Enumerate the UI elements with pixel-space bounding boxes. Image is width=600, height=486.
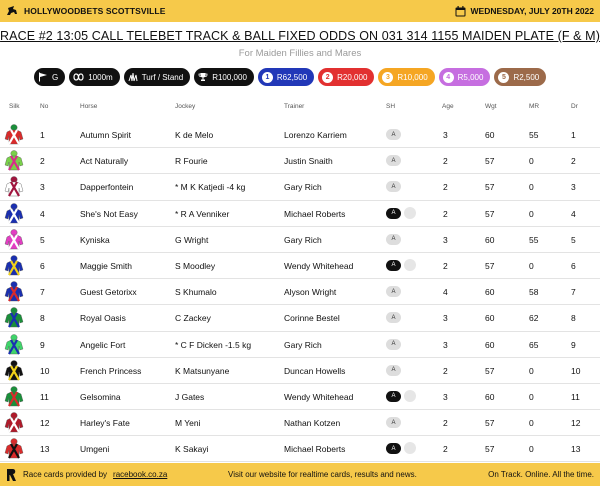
- horse-name[interactable]: Maggie Smith: [80, 260, 132, 271]
- runner-age: 3: [443, 234, 448, 245]
- race-date: WEDNESDAY, JULY 20TH 2022: [470, 6, 594, 16]
- table-row[interactable]: [0, 305, 600, 331]
- prize-position-badge: 1: [262, 72, 273, 83]
- trainer-name: Gary Rich: [284, 234, 322, 245]
- sh-badge: [386, 155, 401, 166]
- table-row[interactable]: [0, 332, 600, 358]
- sh-badge: [386, 365, 401, 376]
- runner-age: 2: [443, 365, 448, 376]
- runner-number: 7: [40, 287, 45, 298]
- jockey-name: * M K Katjedi -4 kg: [175, 182, 246, 193]
- runner-number: 11: [40, 391, 49, 402]
- prize-amount: R2,500: [513, 72, 540, 82]
- runner-number: 8: [40, 313, 45, 324]
- runner-number: 3: [40, 182, 45, 193]
- runner-age: 2: [443, 444, 448, 455]
- col-no: No: [40, 103, 49, 110]
- trainer-name: Duncan Howells: [284, 365, 346, 376]
- col-silk: Silk: [9, 103, 20, 110]
- runner-weight: 57: [485, 260, 495, 271]
- horse-name[interactable]: Royal Oasis: [80, 313, 126, 324]
- sh-badge: [386, 417, 401, 428]
- sh-value: A: [391, 419, 396, 426]
- prize-chip-4: [439, 68, 491, 86]
- jockey-silk-icon: [4, 307, 24, 329]
- col-trainer: Trainer: [284, 103, 305, 110]
- horse-name[interactable]: Act Naturally: [80, 156, 129, 167]
- col-dr: Dr: [571, 103, 578, 110]
- runner-draw: 1: [571, 130, 576, 140]
- grass-icon: [128, 72, 138, 82]
- trainer-name: Justin Snaith: [284, 156, 333, 167]
- runner-number: 2: [40, 156, 45, 167]
- runner-draw: 6: [571, 260, 576, 271]
- table-row[interactable]: [0, 410, 600, 436]
- jockey-silk-icon: [4, 360, 24, 382]
- jockey-name: * R A Venniker: [175, 208, 230, 219]
- prize-position-badge: 2: [322, 72, 333, 83]
- footer-slogan: On Track. Online. All the time.: [488, 470, 594, 479]
- flag-icon: [38, 72, 48, 82]
- date-group: [455, 6, 594, 17]
- runner-merit-rating: 65: [529, 339, 539, 350]
- sh-value: A: [391, 131, 396, 138]
- runner-draw: 13: [571, 444, 581, 455]
- prize-position-badge: 3: [382, 72, 393, 83]
- horse-name[interactable]: Kyniska: [80, 234, 110, 245]
- trophy-icon: [198, 72, 208, 82]
- horse-name[interactable]: French Princess: [80, 365, 142, 376]
- horse-name[interactable]: Guest Getorixx: [80, 287, 137, 298]
- stake-value: R100,000: [212, 72, 247, 82]
- jockey-name: R Fourie: [175, 156, 208, 167]
- runner-age: 3: [443, 339, 448, 350]
- sh-badge: [386, 129, 401, 140]
- going-value: G: [52, 72, 59, 82]
- surface-value: Turf / Stand: [141, 72, 184, 82]
- jockey-name: * C F Dicken -1.5 kg: [175, 339, 252, 350]
- trainer-name: Corinne Bestel: [284, 313, 340, 324]
- horse-name[interactable]: Gelsomina: [80, 391, 121, 402]
- sh-badge: [386, 286, 401, 297]
- runner-number: 1: [40, 130, 45, 140]
- sh-badge: [386, 391, 401, 402]
- horse-racing-icon: [6, 5, 18, 17]
- racebook-logo-icon: [5, 468, 17, 482]
- horse-name[interactable]: Dapperfontein: [80, 182, 134, 193]
- sh-badge: [386, 208, 401, 219]
- sh-badge: [386, 181, 401, 192]
- runner-number: 9: [40, 339, 45, 350]
- runner-draw: 11: [571, 391, 580, 402]
- runner-weight: 60: [485, 130, 495, 140]
- sh-value: A: [391, 236, 396, 243]
- jockey-silk-icon: [4, 281, 24, 303]
- footer-bar: [0, 463, 600, 486]
- venue-group: [6, 5, 166, 17]
- venue-name: HOLLYWOODBETS SCOTTSVILLE: [24, 6, 166, 16]
- runner-draw: 7: [571, 287, 576, 298]
- jockey-name: G Wright: [175, 234, 209, 245]
- runner-weight: 57: [485, 418, 495, 429]
- runner-merit-rating: 0: [529, 444, 534, 455]
- runner-draw: 4: [571, 208, 576, 219]
- runner-merit-rating: 55: [529, 130, 539, 140]
- jockey-name: K Matsunyane: [175, 365, 230, 376]
- jockey-name: S Moodley: [175, 260, 216, 271]
- runner-weight: 60: [485, 339, 495, 350]
- trainer-name: Michael Roberts: [284, 208, 346, 219]
- runner-merit-rating: 55: [529, 234, 539, 245]
- runner-age: 3: [443, 313, 448, 324]
- prize-chip-5: [494, 68, 546, 86]
- horse-name[interactable]: She's Not Easy: [80, 208, 138, 219]
- jockey-silk-icon: [4, 176, 24, 198]
- jockey-name: C Zackey: [175, 313, 211, 324]
- runner-merit-rating: 0: [529, 156, 534, 167]
- table-row[interactable]: [0, 148, 600, 174]
- col-mr: MR: [529, 103, 540, 110]
- sh-badge: [386, 312, 401, 323]
- runner-weight: 57: [485, 182, 495, 193]
- runner-merit-rating: 0: [529, 208, 534, 219]
- trainer-name: Wendy Whitehead: [284, 391, 354, 402]
- runner-merit-rating: 0: [529, 418, 534, 429]
- prize-chip-1: [258, 68, 314, 86]
- runner-age: 4: [443, 287, 448, 298]
- runner-age: 2: [443, 208, 448, 219]
- jockey-silk-icon: [4, 386, 24, 408]
- runner-age: 2: [443, 260, 448, 271]
- stake-chip: [194, 68, 254, 86]
- sh-value: A: [391, 445, 396, 452]
- calendar-icon: [455, 6, 466, 17]
- trainer-name: Alyson Wright: [284, 287, 337, 298]
- runner-weight: 57: [485, 444, 495, 455]
- sh-value: A: [391, 183, 396, 190]
- prize-amount: R10,000: [397, 72, 428, 82]
- sh-secondary-dot: [404, 442, 416, 454]
- sh-value: A: [391, 210, 396, 217]
- runner-draw: 8: [571, 313, 576, 324]
- race-title: RACE #2 13:05 CALL TELEBET TRACK & BALL FIXED ODDS ON 031 314 1155 MAIDEN PLATE (F & M): [0, 29, 600, 43]
- table-row[interactable]: [0, 279, 600, 305]
- table-row[interactable]: [0, 174, 600, 200]
- jockey-name: S Khumalo: [175, 287, 217, 298]
- runner-age: 2: [443, 156, 448, 167]
- jockey-name: K Sakayi: [175, 444, 209, 455]
- sh-value: A: [391, 288, 396, 295]
- sh-badge: [386, 339, 401, 350]
- race-info-chips: [34, 68, 546, 86]
- going-chip: [34, 68, 65, 86]
- col-horse: Horse: [80, 103, 98, 110]
- prize-position-badge: 4: [443, 72, 454, 83]
- jockey-silk-icon: [4, 124, 24, 146]
- footer-message: Visit our website for realtime cards, results and news.: [228, 470, 417, 479]
- runner-merit-rating: 62: [529, 313, 539, 324]
- runner-weight: 60: [485, 234, 495, 245]
- prize-chip-3: [378, 68, 434, 86]
- surface-chip: [124, 68, 191, 86]
- runner-weight: 57: [485, 156, 495, 167]
- col-age: Age: [442, 103, 454, 110]
- footer-provided-by: Race cards provided by: [23, 470, 108, 479]
- horse-name[interactable]: Angelic Fort: [80, 339, 126, 350]
- sh-value: A: [391, 262, 396, 269]
- jockey-name: J Gates: [175, 391, 205, 402]
- runner-draw: 3: [571, 182, 576, 193]
- sh-value: A: [391, 157, 396, 164]
- jockey-name: M Yeni: [175, 418, 201, 429]
- table-row[interactable]: [0, 253, 600, 279]
- runner-weight: 57: [485, 208, 495, 219]
- sh-badge: [386, 260, 401, 271]
- col-wgt: Wgt: [485, 103, 497, 110]
- sh-badge: [386, 443, 401, 454]
- runner-age: 3: [443, 130, 448, 140]
- runner-merit-rating: 0: [529, 260, 534, 271]
- runner-merit-rating: 0: [529, 182, 534, 193]
- runner-weight: 57: [485, 365, 495, 376]
- trainer-name: Gary Rich: [284, 339, 322, 350]
- runner-draw: 12: [571, 418, 581, 429]
- table-row[interactable]: [0, 384, 600, 410]
- sh-value: A: [391, 341, 396, 347]
- sh-secondary-dot: [404, 259, 416, 271]
- sh-secondary-dot: [404, 207, 416, 219]
- jockey-silk-icon: [4, 229, 24, 251]
- runner-draw: 5: [571, 234, 576, 245]
- distance-value: 1000m: [88, 72, 113, 82]
- trainer-name: Gary Rich: [284, 182, 322, 193]
- runner-number: 5: [40, 234, 45, 245]
- prize-position-badge: 5: [498, 72, 509, 83]
- table-row[interactable]: [0, 436, 600, 462]
- runner-age: 3: [443, 391, 448, 402]
- col-sh: SH: [386, 103, 396, 110]
- distance-chip: [69, 68, 119, 86]
- trainer-name: Wendy Whitehead: [284, 260, 354, 271]
- table-header: [0, 103, 600, 115]
- runner-weight: 60: [485, 391, 495, 402]
- footer-left: [5, 468, 205, 482]
- runner-number: 6: [40, 260, 45, 271]
- horse-name[interactable]: Umgeni: [80, 444, 110, 455]
- table-row[interactable]: [0, 227, 600, 253]
- sh-value: A: [391, 393, 396, 400]
- trainer-name: Nathan Kotzen: [284, 418, 341, 429]
- runners-table: [0, 122, 600, 462]
- jockey-silk-icon: [4, 334, 24, 356]
- prize-amount: R5,000: [457, 72, 484, 82]
- runner-merit-rating: 58: [529, 287, 539, 298]
- runner-draw: 9: [571, 339, 576, 350]
- runner-weight: 60: [485, 313, 495, 324]
- prize-chip-2: [318, 68, 374, 86]
- prize-amount: R20,000: [337, 72, 368, 82]
- jockey-silk-icon: [4, 438, 24, 460]
- runner-age: 2: [443, 418, 448, 429]
- runner-age: 2: [443, 182, 448, 193]
- table-row[interactable]: [0, 358, 600, 384]
- runner-merit-rating: 0: [529, 365, 534, 376]
- jockey-silk-icon: [4, 255, 24, 277]
- jockey-name: K de Melo: [175, 130, 214, 140]
- runner-number: 13: [40, 444, 50, 455]
- racebook-link[interactable]: racebook.co.za: [113, 470, 168, 479]
- horse-name[interactable]: Autumn Spirit: [80, 130, 132, 140]
- track-icon: [73, 72, 84, 82]
- table-row[interactable]: [0, 122, 600, 148]
- runner-merit-rating: 0: [529, 391, 534, 402]
- horse-name[interactable]: Harley's Fate: [80, 418, 130, 429]
- runner-number: 10: [40, 365, 50, 376]
- col-jockey: Jockey: [175, 103, 196, 110]
- runner-draw: 2: [571, 156, 576, 167]
- sh-value: A: [391, 314, 396, 321]
- jockey-silk-icon: [4, 150, 24, 172]
- runner-draw: 10: [571, 365, 581, 376]
- sh-secondary-dot: [404, 390, 416, 402]
- table-row[interactable]: [0, 201, 600, 227]
- runner-number: 4: [40, 208, 45, 219]
- trainer-name: Michael Roberts: [284, 444, 346, 455]
- jockey-silk-icon: [4, 203, 24, 225]
- prize-amount: R62,500: [276, 72, 308, 82]
- sh-value: A: [391, 367, 396, 374]
- race-subtitle: For Maiden Fillies and Mares: [238, 48, 362, 59]
- trainer-name: Lorenzo Karriem: [284, 130, 347, 140]
- runner-weight: 60: [485, 287, 495, 298]
- sh-badge: [386, 234, 401, 245]
- jockey-silk-icon: [4, 412, 24, 434]
- runner-number: 12: [40, 418, 50, 429]
- top-bar: [0, 0, 600, 22]
